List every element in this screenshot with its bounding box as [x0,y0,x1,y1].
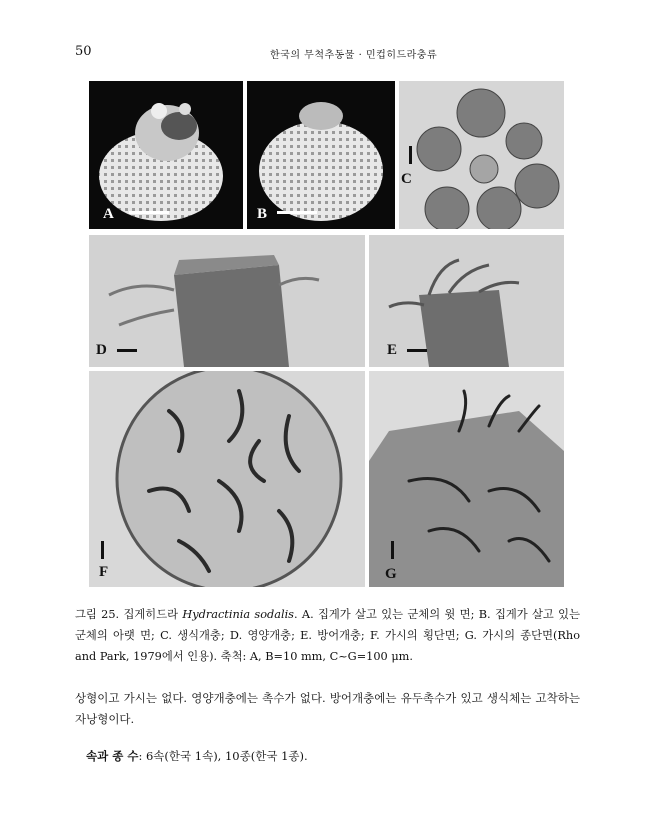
panel-label-b: B [257,206,268,222]
spine-cross-section-image [89,371,365,587]
figure-panel-g [369,371,564,587]
spine-longitudinal-section-image [369,371,564,587]
dactylozooid-image [369,235,564,367]
panel-label-g: G [385,566,397,582]
colony-lower-image [247,81,395,229]
figure-panel-d [89,235,365,367]
figure-caption [75,604,580,667]
caption-text: . A. 집게가 살고 있는 군체의 윗 면; B. 집게가 살고 있는 군체의 아랫 면; C. 생식개충; D. 영양개충; E. 방어개충; F. 가시의 횡단면; G. 가시의 종단면(Rho and Park, 1979에서 인용). 축척: A, B=10 mm, C~G=100 μm. [75,608,580,663]
figure-panel-b [247,81,395,229]
caption-prefix: 그림 25. 집게히드라 [75,608,183,621]
panel-label-c: C [401,171,412,187]
figure-panel-c [399,81,564,229]
gastrozooid-image [89,235,365,367]
genus-species-value: : 6속(한국 1속), 10종(한국 1종). [138,749,308,763]
figure-panel-a [89,81,243,229]
panel-label-d: D [96,342,107,358]
panel-label-e: E [387,342,398,358]
running-title: 한국의 무척추동물 · 민컵히드라충류 [270,50,438,61]
page-number: 50 [75,44,92,59]
panel-label-f: F [99,564,109,580]
gonozooid-image [399,81,564,229]
body-paragraph: 상형이고 가시는 없다. 영양개충에는 촉수가 없다. 방어개충에는 유두촉수가 있고 생식체는 고착하는 자낭형이다. [75,691,580,726]
figure-panel-f [89,371,365,587]
panel-label-a: A [103,206,114,222]
genus-species-count [86,748,308,764]
figure-panel-e [369,235,564,367]
caption-species: Hydractinia sodalis [182,608,294,621]
genus-species-label: 속과 종 수 [86,749,139,763]
